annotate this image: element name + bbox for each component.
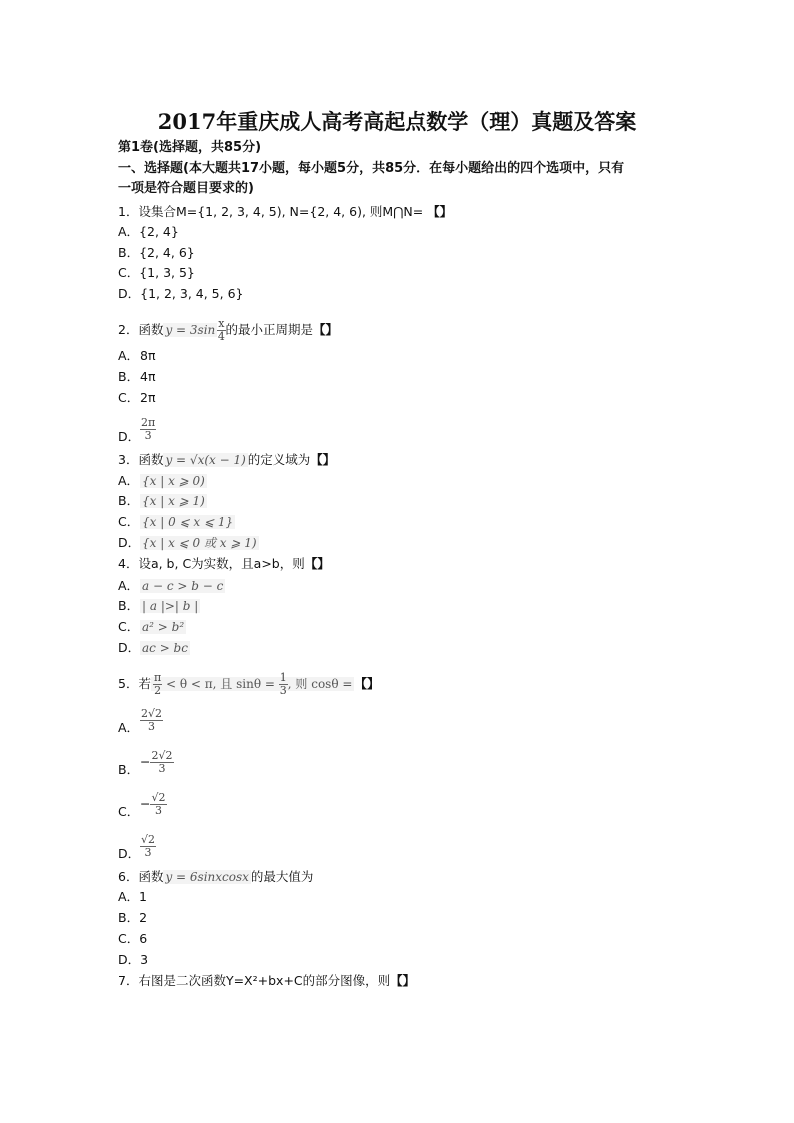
fraction <box>217 318 225 343</box>
fraction <box>153 672 162 697</box>
option-label: A． <box>118 578 140 593</box>
numerator: x <box>218 317 225 330</box>
option-label: C． <box>118 804 140 819</box>
answer-bracket: 【】 <box>390 973 416 988</box>
option-label: C． <box>118 514 140 529</box>
option-text: 2π <box>140 390 156 405</box>
sign: − <box>140 796 151 811</box>
fraction <box>140 417 156 442</box>
numerator: 2π <box>141 416 156 429</box>
formula-text: < θ < π, 且 sinθ = <box>166 677 275 691</box>
option: D．3 <box>118 952 149 967</box>
formula <box>151 671 354 697</box>
option-formula: {x | x ⩽ 0 或 x ⩾ 1) <box>142 536 257 550</box>
option: C．6 <box>118 931 148 946</box>
fraction <box>140 834 156 859</box>
option <box>118 513 235 531</box>
question-1 <box>118 203 452 221</box>
denominator: 3 <box>144 429 152 442</box>
option-label: C． <box>118 619 140 634</box>
formula: y = 6sinxcosx <box>165 870 249 884</box>
numerator: √2 <box>141 833 156 846</box>
option: B．{2, 4, 6} <box>118 245 195 260</box>
answer-bracket: 【】 <box>310 452 336 467</box>
option <box>118 492 207 510</box>
option <box>118 834 156 863</box>
option <box>118 368 155 386</box>
option <box>118 534 259 552</box>
option <box>118 750 174 779</box>
denominator: 3 <box>154 804 162 817</box>
option <box>118 597 200 615</box>
fraction <box>150 750 173 775</box>
denominator: 4 <box>217 330 225 343</box>
section-heading: 第1卷(选择题，共85分) <box>118 140 262 155</box>
question-5 <box>118 672 379 697</box>
option: C．{1, 3, 5} <box>118 265 195 280</box>
option-label: B． <box>118 762 140 777</box>
option-formula: ac > bc <box>142 641 188 655</box>
option <box>118 792 167 821</box>
option <box>118 472 207 490</box>
option <box>118 389 155 407</box>
numerator: π <box>153 671 162 684</box>
question-7 <box>118 972 415 990</box>
formula: y = 3sin <box>165 323 216 337</box>
numerator: 1 <box>279 671 287 684</box>
option-text: 8π <box>140 348 156 363</box>
option-formula: {x | x ⩾ 1) <box>142 494 205 508</box>
option <box>118 347 155 365</box>
question-stem: 的最大值为 <box>250 869 314 884</box>
answer-bracket: 【】 <box>304 556 330 571</box>
numerator: 2√2 <box>151 749 173 762</box>
question-stem: 的最小正周期是 <box>225 322 314 337</box>
question-2 <box>118 318 338 343</box>
fraction <box>150 792 166 817</box>
option-label: B． <box>118 369 140 384</box>
option: B．2 <box>118 910 148 925</box>
option: A．1 <box>118 889 148 904</box>
option-formula: a − c > b − c <box>142 579 224 593</box>
denominator: 3 <box>144 846 152 859</box>
option <box>118 618 186 636</box>
question-stem: 3．函数 <box>118 452 164 467</box>
answer-bracket: 【】 <box>354 676 380 691</box>
numerator: 2√2 <box>141 707 163 720</box>
option-label: D． <box>118 640 141 655</box>
answer-bracket: 【】 <box>313 322 339 337</box>
denominator: 3 <box>158 762 166 775</box>
question-stem: 的定义域为 <box>247 452 311 467</box>
option-formula: a² > b² <box>142 620 185 634</box>
option-formula: | a |>| b | <box>142 599 199 613</box>
option: D．{1, 2, 3, 4, 5, 6} <box>118 286 244 301</box>
instructions-line-2: 一项是符合题目要求的) <box>118 181 254 196</box>
option-label: D． <box>118 535 141 550</box>
option-label: A． <box>118 348 140 363</box>
formula-text: , 则 cosθ = <box>287 677 353 691</box>
question-6 <box>118 868 313 886</box>
question-stem: 6．函数 <box>118 869 164 884</box>
numerator: √2 <box>151 791 166 804</box>
option <box>118 417 156 446</box>
fraction <box>140 708 163 733</box>
question-stem: 2．函数 <box>118 322 164 337</box>
denominator: 2 <box>154 684 162 697</box>
document-title: 2017年重庆成人高考高起点数学（理）真题及答案 <box>157 109 637 134</box>
option-formula: {x | x ⩾ 0) <box>142 474 205 488</box>
option-label: A． <box>118 473 140 488</box>
question-stem: 5．若 <box>118 676 151 691</box>
option-label: B． <box>118 493 140 508</box>
option <box>118 577 225 595</box>
option <box>118 708 163 737</box>
fraction <box>279 672 288 697</box>
option-text: 4π <box>140 369 156 384</box>
sign: − <box>140 754 151 769</box>
instructions-line-1: 一、选择题(本大题共17小题，每小题5分，共85分．在每小题给出的四个选项中，只有 <box>118 161 625 176</box>
option-label: D． <box>118 429 141 444</box>
question-3 <box>118 451 335 469</box>
denominator: 3 <box>148 720 155 733</box>
option-label: B． <box>118 598 140 613</box>
option-label: C． <box>118 390 140 405</box>
question-4 <box>118 555 330 573</box>
denominator: 3 <box>279 684 287 697</box>
question-stem: 7．右图是二次函数Y=X²+bx+C的部分图像，则 <box>118 973 391 988</box>
formula: y = √x(x − 1) <box>165 453 246 467</box>
option-formula: {x | 0 ⩽ x ⩽ 1} <box>142 515 234 529</box>
option-label: A． <box>118 720 140 735</box>
option: A．{2, 4} <box>118 224 179 239</box>
option <box>118 639 190 657</box>
answer-bracket: 【】 <box>427 204 453 219</box>
question-stem: 4．设a, b, C为实数，且a>b，则 <box>118 556 305 571</box>
question-stem: 1．设集合M={1, 2, 3, 4, 5), N={2, 4, 6), 则M⋂N= <box>118 204 428 219</box>
option-label: D． <box>118 846 141 861</box>
